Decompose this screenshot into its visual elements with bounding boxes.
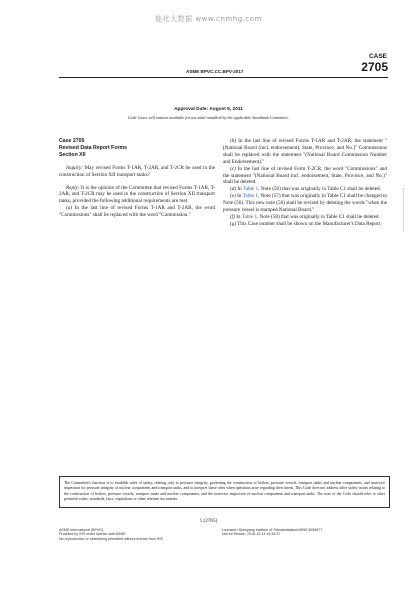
case-title-name: Revised Data Report Forms	[59, 144, 128, 151]
table-1-link[interactable]: Table 1	[242, 186, 259, 193]
item-e-label: (e)	[230, 193, 236, 200]
right-column	[223, 138, 387, 228]
page-number: 1 (2705)	[199, 518, 218, 524]
item-a-paragraph	[59, 205, 215, 219]
item-f-paragraph	[223, 214, 387, 221]
case-title-number: Case 2705	[59, 138, 85, 144]
item-e-post: , Note (57) that was originally in Table C1 shall be changed to Note (56). This new note (56) shall be revised by deleting the words "when the pressure vessel is stamped National Board."	[223, 193, 387, 214]
item-c-label: (c)	[230, 165, 236, 172]
item-e-pre: In	[235, 193, 243, 200]
item-f-pre: In	[234, 213, 242, 220]
item-d-post: , Note (56) that was originally in Table C1 shall be deleted.	[258, 186, 381, 193]
footer-left-line2: Provided by IHS under license with ASME	[59, 532, 126, 537]
reply-label: Reply:	[66, 184, 80, 191]
footer-left	[59, 528, 163, 541]
item-a-text: In the last line of revised Forms T-1AR and T-2AR, the word "Commissions" shall be replaced with the word "Commission."	[59, 205, 215, 219]
footer-right-line1: Licensee=Shenyang Institute of Standardization/5996 5059877	[222, 528, 323, 532]
item-g-label: (g)	[230, 220, 237, 227]
item-d-label: (d)	[230, 186, 237, 193]
inquiry-label: Inquiry:	[66, 164, 83, 171]
case-number: 2705	[361, 60, 388, 74]
case-title-section: Section XII	[59, 151, 86, 158]
table-1-link[interactable]: Table 1	[241, 213, 258, 220]
committee-notice-box: The Committee's function is to establish rules of safety, relating only to pressure integrity, governing the construction of boilers, pressure vessels, transport tanks and nuclear components, and inservice inspection for pressure integrity of nuclear components and transport tanks, and to interpret these rules when questions arise regarding their intent. This Code does not address other safety issues relating to the construction of boilers, pressure vessels, transport tanks and nuclear components, and the inservice inspection of nuclear components and transport tanks. The user of the Code should refer to other pertinent codes, standards, laws, regulations or other relevant documents.	[59, 476, 390, 508]
inquiry-text: May revised Forms T-1AR, T-2AR, and T-2CR be used in the construction of Section XII transport tanks?	[59, 164, 215, 178]
item-c-paragraph	[223, 166, 387, 187]
item-a-label: (a)	[66, 205, 73, 212]
item-f-post: , Note (58) that was originally in Table C1 shall be deleted.	[257, 213, 380, 220]
approval-date: Approval Date: August 9, 2011	[174, 107, 243, 112]
reply-paragraph	[59, 185, 215, 206]
item-c-text: In the last line of revised Form T-2CR, the word "Commissions" and the statement "(National Board incl. endorsement, State, Province, and No.)" shall be deleted.	[223, 165, 387, 186]
item-f-label: (f)	[230, 213, 235, 220]
reply-text: It is the opinion of the Committee that revised Forms T-1AR, T-2AR, and T-2CR may be used in the construction of Section XII transport tanks, provided the following additional requirements are met.	[59, 184, 215, 205]
item-b-text: In the last line of revised Forms T-1AR and T-2AR, the statement "[National Board (incl. endorsement), State, Province, and No.]" Commissions shall be replaced with the statement "(National Board Commission Number and Endorsement)."	[223, 138, 387, 165]
item-d-pre: In	[236, 186, 243, 193]
header-code: ASME BPVC.CC.BPV-2017	[186, 69, 244, 74]
inquiry-paragraph	[59, 165, 215, 179]
item-e-paragraph	[223, 193, 387, 214]
item-b-paragraph	[223, 138, 387, 166]
item-g-paragraph	[223, 221, 387, 228]
case-label: CASE	[368, 53, 387, 60]
footer-left-line3: No reproduction or networking permitted without license from IHS	[59, 536, 163, 541]
header-rule	[59, 77, 388, 78]
footer-right	[222, 528, 322, 537]
footer-left-line1: ASME International (BPVC)	[59, 528, 104, 532]
table-1-link[interactable]: Table 1	[242, 193, 258, 200]
footer-right-line2: Not for Resale, 2018-12-14 14:35:37	[222, 532, 281, 537]
item-g-text: This Case number shall be shown on the Manufacturer's Data Report.	[236, 220, 382, 227]
watermark-text: 能化大数据 www.cnmhg.com	[155, 15, 262, 23]
case-title	[59, 138, 215, 159]
side-margin-mark	[403, 188, 410, 232]
left-column	[59, 138, 215, 219]
item-b-label: (b)	[230, 138, 237, 144]
availability-note: Code Cases will remain available for use until annulled by the applicable Standards Committee.	[127, 115, 290, 120]
